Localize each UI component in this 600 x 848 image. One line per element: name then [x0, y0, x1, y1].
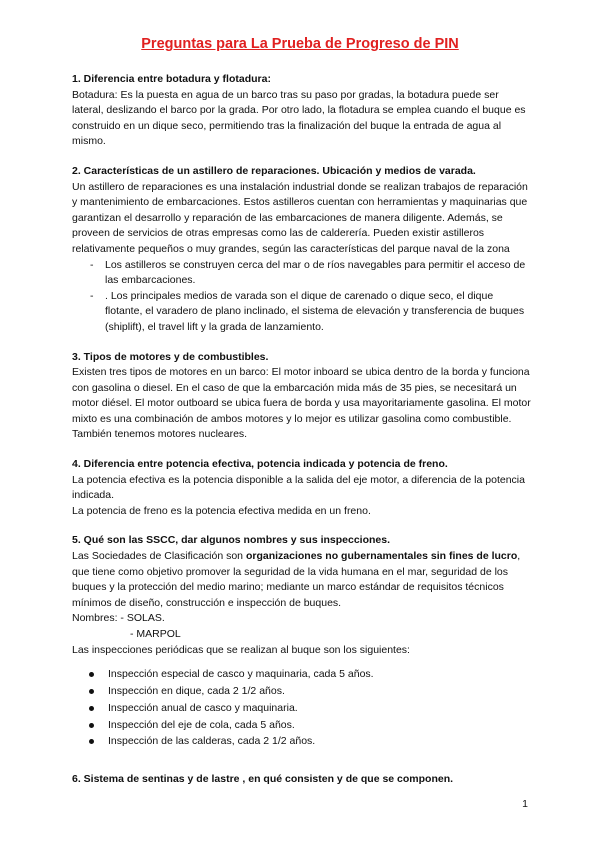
list-item	[72, 289, 532, 336]
section-6	[72, 772, 532, 788]
list-item-text: Los astilleros se construyen cerca del mar o de ríos navegables para permitir el acceso de las embarcaciones.	[105, 258, 526, 287]
list-item-text: Inspección en dique, cada 2 1/2 años.	[108, 684, 285, 697]
section-3-heading: 3. Tipos de motores y de combustibles.	[72, 350, 269, 363]
inspections-intro: Las inspecciones periódicas que se realizan al buque son los siguientes:	[72, 643, 410, 656]
section-1-body: Botadura: Es la puesta en agua de un barco tras su paso por gradas, la botadura puede ser lateral, deslizando el barco por la grada. Por otro lado, la flotadura se emplea cuando el buque es construido en un dique seco, permitiendo tras la finalización del buque la entrada de agua al mismo.	[72, 88, 526, 148]
list-item-text: Inspección especial de casco y maquinaria, cada 5 años.	[108, 668, 374, 681]
section-5-heading: 5. Qué son las SSCC, dar algunos nombres y sus inspecciones.	[72, 534, 391, 547]
list-item-text: . Los principales medios de varada son el dique de carenado o dique seco, el dique flotante, el varadero de plano inclinado, el sistema de elevación y transferencia de buques (shiplift), el travel lift y la grada de lanzamiento.	[105, 289, 525, 333]
section-4-heading: 4. Diferencia entre potencia efectiva, potencia indicada y potencia de freno.	[72, 458, 448, 471]
list-item-text: Inspección del eje de cola, cada 5 años.	[108, 718, 295, 731]
section-2-body: Un astillero de reparaciones es una instalación industrial donde se realizan trabajos de reparación y mantenimiento de embarcaciones. Estos astilleros cuentan con herramientas y maquinarias que garantizan el desarrollo y reparación de las embarcaciones de manera diligente. Además, se proveen de servicios de otras empresas como las de calderería. Pueden existir astilleros relativamente pequeños o muy grandes, según las características del parque naval de la zona	[72, 180, 528, 255]
inspections-list	[72, 666, 532, 750]
section-5-body-b: , que tiene como objetivo promover la seguridad de la vida humana en el mar, seguridad de los buques y la protección del medio marino; mediante un marco estándar de requisitos técnicos mínimos de diseño, construcción e inspección de buques.	[72, 550, 521, 609]
section-4	[72, 457, 532, 519]
bullet-icon	[89, 672, 94, 677]
document-body	[72, 72, 532, 802]
list-item-text: Inspección de las calderas, cada 2 1/2 años.	[108, 735, 316, 748]
list-item	[72, 717, 532, 734]
section-5	[72, 533, 532, 750]
section-5-body-bold: organizaciones no gubernamentales sin fines de lucro	[245, 550, 518, 563]
section-1	[72, 72, 532, 150]
names-line-1: Nombres: - SOLAS.	[72, 612, 165, 625]
section-2	[72, 164, 532, 336]
list-item	[72, 258, 532, 289]
section-5-body-a: Las Sociedades de Clasificación son	[72, 550, 246, 563]
section-4-line-2: La potencia de freno es la potencia efectiva medida en un freno.	[72, 504, 371, 517]
bullet-icon	[89, 723, 94, 728]
section-2-list	[72, 258, 532, 336]
section-3-body: Existen tres tipos de motores en un barco: El motor inboard se ubica dentro de la borda y funciona con gasolina o diesel. En el caso de que la embarcación mida más de 35 pies, se necesitará un motor diésel. El motor outboard se ubica fuera de borda y usa mayoritariamente gasolina. El motor mixto es una combinación de ambos motores y lo mejor es utilizar gasolina como combustible. También tenemos motores nucleares.	[72, 366, 531, 441]
bullet-icon	[89, 706, 94, 711]
dash-marker: -	[90, 289, 94, 302]
section-2-heading: 2. Características de un astillero de reparaciones. Ubicación y medios de varada.	[72, 164, 476, 177]
list-item	[72, 666, 532, 683]
list-item	[72, 733, 532, 750]
section-5-body	[72, 549, 532, 611]
page-number: 1	[522, 798, 528, 810]
list-item	[72, 683, 532, 700]
bullet-icon	[89, 689, 94, 694]
section-1-heading: 1. Diferencia entre botadura y flotadura:	[72, 73, 271, 85]
dash-marker: -	[90, 258, 94, 271]
list-item	[72, 700, 532, 717]
section-6-heading: 6. Sistema de sentinas y de lastre , en qué consisten y de que se componen.	[72, 773, 454, 786]
names-line-2: - MARPOL	[130, 628, 181, 640]
list-item-text: Inspección anual de casco y maquinaria.	[108, 701, 298, 714]
section-3	[72, 350, 532, 444]
section-4-line-1: La potencia efectiva es la potencia disponible a la salida del eje motor, a diferencia de la potencia indicada.	[72, 473, 525, 502]
page-title: Preguntas para La Prueba de Progreso de PIN	[141, 36, 459, 52]
bullet-icon	[89, 739, 94, 744]
